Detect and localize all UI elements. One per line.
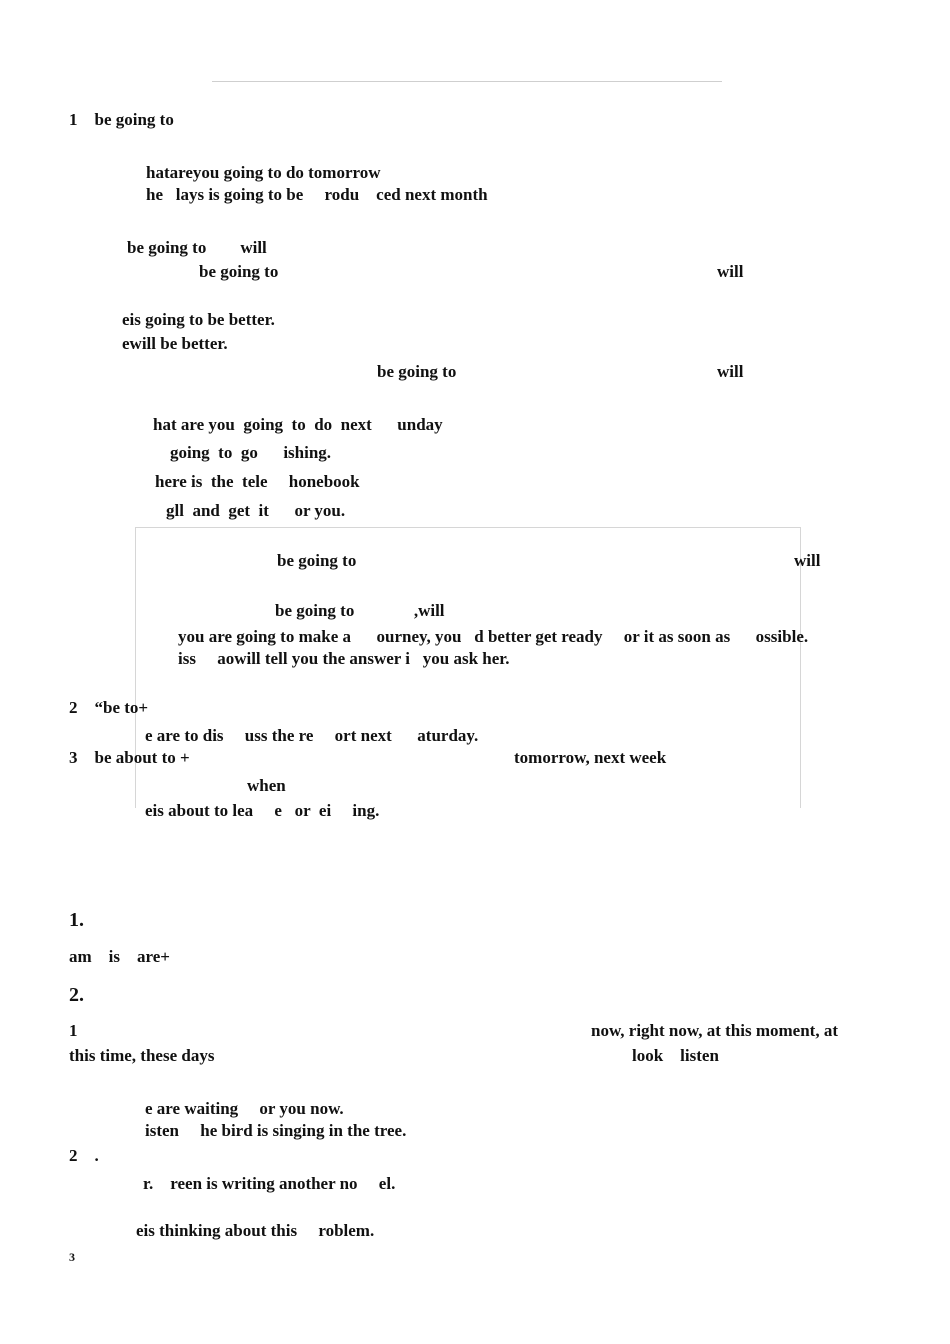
example-line: r. reen is writing another no el. (143, 1174, 396, 1193)
example-line: iss aowill tell you the answer i you ask her. (178, 649, 510, 668)
text-line: be going to will (127, 238, 267, 257)
example-line: isten he bird is singing in the tree. (145, 1121, 407, 1140)
text-line: be going to (199, 262, 279, 281)
text-line: will (794, 551, 821, 570)
section-3-heading: 3 be about to + (69, 748, 190, 767)
example-line: gll and get it or you. (166, 501, 346, 520)
text-line: be going to (377, 362, 457, 381)
example-line: going to go ishing. (170, 443, 332, 462)
example-line: he lays is going to be rodu ced next month (146, 185, 488, 204)
part-1-heading: 1. (69, 909, 84, 931)
list-number: 2 . (69, 1146, 99, 1165)
text-line: this time, these days (69, 1046, 215, 1065)
section-1-heading: 1 be going to (69, 110, 174, 129)
text-line: be going to (277, 551, 357, 570)
example-line: you are going to make a ourney, you d better get ready or it as soon as ossible. (178, 627, 809, 646)
example-line: hatareyou going to do tomorrow (146, 163, 381, 182)
text-line: look listen (632, 1046, 719, 1065)
example-line: e are to dis uss the re ort next aturday. (145, 726, 479, 745)
header-rule (212, 81, 722, 82)
text-line: tomorrow, next week (514, 748, 667, 767)
text-line: now, right now, at this moment, at (591, 1021, 838, 1040)
example-line: eis thinking about this roblem. (136, 1221, 375, 1240)
example-line: e are waiting or you now. (145, 1099, 344, 1118)
example-line: ewill be better. (122, 334, 228, 353)
section-2-heading: 2 “be to+ (69, 698, 149, 717)
example-line: here is the tele honebook (155, 472, 360, 491)
text-line: will (717, 362, 744, 381)
text-line: be going to ,will (275, 601, 445, 620)
list-number: 1 (69, 1021, 78, 1040)
page-footer-number: 3 (69, 1250, 75, 1264)
example-line: hat are you going to do next unday (153, 415, 443, 434)
text-line: will (717, 262, 744, 281)
text-line: when (247, 776, 286, 795)
text-line: am is are+ (69, 947, 170, 966)
example-line: eis about to lea e or ei ing. (145, 801, 380, 820)
part-2-heading: 2. (69, 984, 84, 1006)
example-line: eis going to be better. (122, 310, 275, 329)
